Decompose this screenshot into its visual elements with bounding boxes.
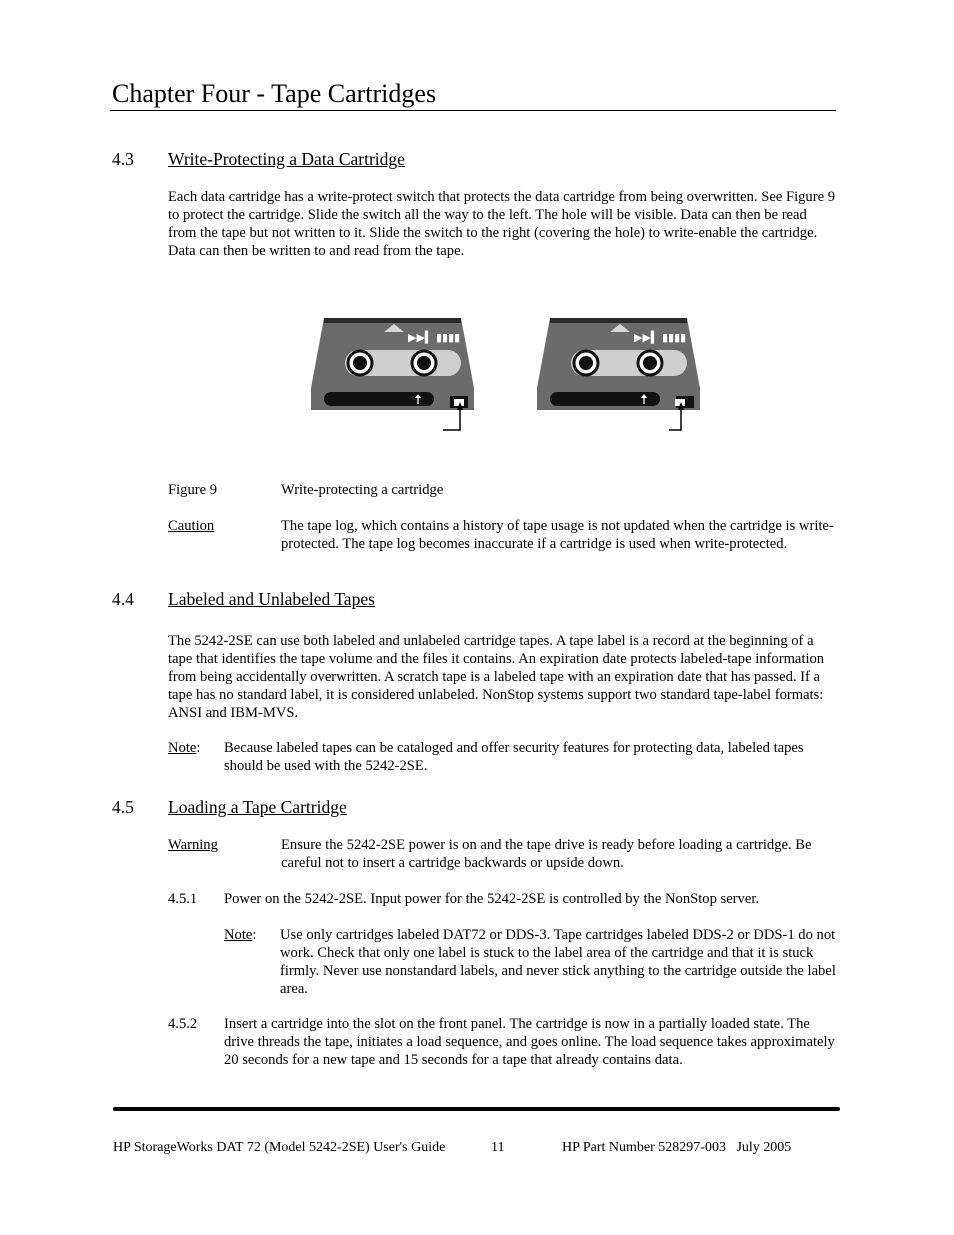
step-text: Power on the 5242-2SE. Input power for the 5242-2SE is controlled by the NonStop server. xyxy=(224,891,760,907)
cartridge-write-enabled xyxy=(537,318,700,430)
section-number: 4.4 xyxy=(112,589,134,609)
dds-logo-icon: ▶▶▍ xyxy=(634,331,660,344)
step-text: Insert a cartridge into the slot on the front panel. The cartridge is now in a partially loaded state. The drive threads the tape, initiates a load sequence, and goes online. The load sequence takes approximately 20 seconds for a new tape and 15 seconds for a tape that already contains data. xyxy=(224,1016,835,1068)
footer-title: HP StorageWorks DAT 72 (Model 5242-2SE) User's Guide xyxy=(113,1140,446,1155)
dds-logo-icon: ▶▶▍ xyxy=(408,331,434,344)
footer-part-number: HP Part Number 528297-003 July 2005 xyxy=(562,1140,792,1155)
section-heading-4-5 xyxy=(112,796,347,818)
chapter-title: Chapter Four - Tape Cartridges xyxy=(112,79,437,108)
step-note-label: Note: xyxy=(224,927,257,943)
warning-label: Warning xyxy=(168,837,218,853)
cartridge-write-protected xyxy=(311,318,474,430)
step-note-text: Use only cartridges labeled DAT72 or DDS-3. Tape cartridges labeled DDS-2 or DDS-1 do not work. Check that only one label is stuck to the label area of the cartridge and that it is stuck firmly. Never use nonstandard labels, and never stick anything to the cartridge outside the label area. xyxy=(280,927,836,997)
figure-caption: Write-protecting a cartridge xyxy=(281,482,444,498)
step-number: 4.5.1 xyxy=(168,891,198,907)
step-number: 4.5.2 xyxy=(168,1016,198,1032)
section-number: 4.3 xyxy=(112,149,134,169)
note-label: Note: xyxy=(168,740,201,756)
caution-label: Caution xyxy=(168,518,215,534)
note-text: Because labeled tapes can be cataloged and offer security features for protecting data, labeled tapes should be used with the 5242-2SE. xyxy=(224,740,804,774)
section-title: Labeled and Unlabeled Tapes xyxy=(168,589,375,609)
page-number: 11 xyxy=(491,1140,505,1155)
figure-9-illustration xyxy=(300,300,720,440)
section-heading-4-4 xyxy=(112,588,375,610)
warning-text: Ensure the 5242-2SE power is on and the tape drive is ready before loading a cartridge. Be careful not to insert a cartridge backwards or upside down. xyxy=(281,837,812,871)
section-number: 4.5 xyxy=(112,797,134,817)
section-heading-4-3 xyxy=(112,148,405,170)
section-title: Write-Protecting a Data Cartridge xyxy=(168,149,405,169)
footer-rule xyxy=(113,1107,840,1111)
barcode-icon: ▮▮▮▮ xyxy=(662,331,687,344)
title-rule xyxy=(110,110,836,111)
section-4-3-body: Each data cartridge has a write-protect switch that protects the data cartridge from being overwritten. See Figure 9 to protect the cartridge. Slide the switch all the way to the left. The hole will be visible. Data can then be read from the tape but not written to it. Slide the switch to the right (covering the hole) to write-enable the cartridge. Data can then be written to and read from the tape. xyxy=(168,189,835,259)
section-title: Loading a Tape Cartridge xyxy=(168,797,347,817)
section-4-4-body: The 5242-2SE can use both labeled and unlabeled cartridge tapes. A tape label is a record at the beginning of a tape that identifies the tape volume and the files it contains. An expiration date protects labeled-tape information from being accidentally overwritten. A scratch tape is a labeled tape with an expiration date that has passed. If a tape has no standard label, it is considered unlabeled. NonStop systems support two standard tape-label formats: ANSI and IBM-MVS. xyxy=(168,633,825,721)
figure-label: Figure 9 xyxy=(168,482,218,498)
caution-text: The tape log, which contains a history of tape usage is not updated when the cartridge is write-protected. The tape log becomes inaccurate if a cartridge is used when write-protected. xyxy=(281,518,834,552)
barcode-icon: ▮▮▮▮ xyxy=(436,331,461,344)
